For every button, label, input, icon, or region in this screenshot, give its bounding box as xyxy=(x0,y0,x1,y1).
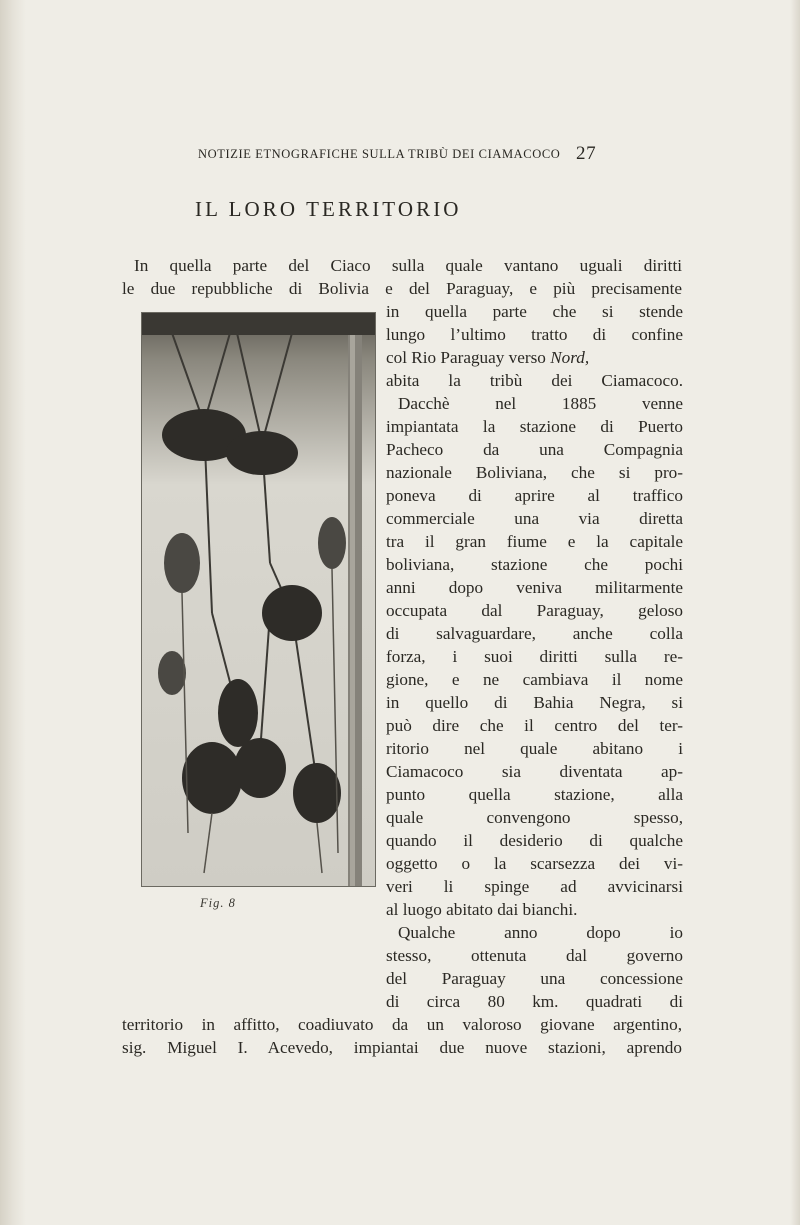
body-line: oggetto o la scarsezza dei vi- xyxy=(386,854,683,873)
body-line: nazionale Boliviana, che si pro- xyxy=(386,463,683,482)
body-line: territorio in affitto, coadiuvato da un valoroso giovane argentino, xyxy=(122,1015,682,1034)
body-line: tra il gran fiume e la capitale xyxy=(386,532,683,551)
page-number: 27 xyxy=(576,143,597,164)
page-edge-left xyxy=(0,0,26,1225)
body-line: del Paraguay una concessione xyxy=(386,969,683,988)
body-line xyxy=(386,347,683,369)
body-line: forza, i suoi diritti sulla re- xyxy=(386,647,683,666)
body-line: In quella parte del Ciaco sulla quale vantano uguali diritti xyxy=(134,256,682,275)
body-line: lungo l’ultimo tratto di confine xyxy=(386,325,683,344)
body-line: anni dopo veniva militarmente xyxy=(386,578,683,597)
body-line: quale convengono spesso, xyxy=(386,808,683,827)
body-line: stesso, ottenuta dal governo xyxy=(386,946,683,965)
body-line: in quello di Bahia Negra, si xyxy=(386,693,683,712)
figure-caption: Fig. 8 xyxy=(200,896,236,910)
body-line: occupata dal Paraguay, geloso xyxy=(386,601,683,620)
body-line: di circa 80 km. quadrati di xyxy=(386,992,683,1011)
body-line-text: col Rio Paraguay verso xyxy=(386,348,546,367)
body-line: Qualche anno dopo io xyxy=(398,923,683,942)
body-line: Ciamacoco sia diventata ap- xyxy=(386,762,683,781)
body-line: al luogo abitato dai bianchi. xyxy=(386,900,578,919)
body-line: boliviana, stazione che pochi xyxy=(386,555,683,574)
body-line: gione, e ne cambiava il nome xyxy=(386,670,683,689)
body-line: può dire che il centro del ter- xyxy=(386,716,683,735)
body-line: veri li spinge ad avvicinarsi xyxy=(386,877,683,896)
body-line: Dacchè nel 1885 venne xyxy=(398,394,683,413)
body-line: quando il desiderio di qualche xyxy=(386,831,683,850)
body-line: sig. Miguel I. Acevedo, impiantai due nuove stazioni, aprendo xyxy=(122,1038,682,1057)
body-line: poneva di aprire al traffico xyxy=(386,486,683,505)
page-edge-right xyxy=(790,0,800,1225)
figure-photograph xyxy=(141,312,376,887)
body-line: punto quella stazione, alla xyxy=(386,785,683,804)
body-line: le due repubbliche di Bolivia e del Paraguay, e più precisamente xyxy=(122,279,682,298)
body-line: ritorio nel quale abitano i xyxy=(386,739,683,758)
body-line: commerciale una via diretta xyxy=(386,509,683,528)
running-header xyxy=(0,143,800,165)
body-line: di salvaguardare, anche colla xyxy=(386,624,683,643)
section-heading: IL LORO TERRITORIO xyxy=(195,197,462,221)
body-line: abita la tribù dei Ciamacoco. xyxy=(386,371,683,390)
hanging-objects-photo xyxy=(142,313,375,886)
body-line-emphasis: Nord, xyxy=(550,348,590,367)
running-title: NOTIZIE ETNOGRAFICHE SULLA TRIBÙ DEI CIAMACOCO xyxy=(198,147,561,161)
body-line: in quella parte che si stende xyxy=(386,302,683,321)
body-line: Pacheco da una Compagnia xyxy=(386,440,683,459)
body-line: impiantata la stazione di Puerto xyxy=(386,417,683,436)
